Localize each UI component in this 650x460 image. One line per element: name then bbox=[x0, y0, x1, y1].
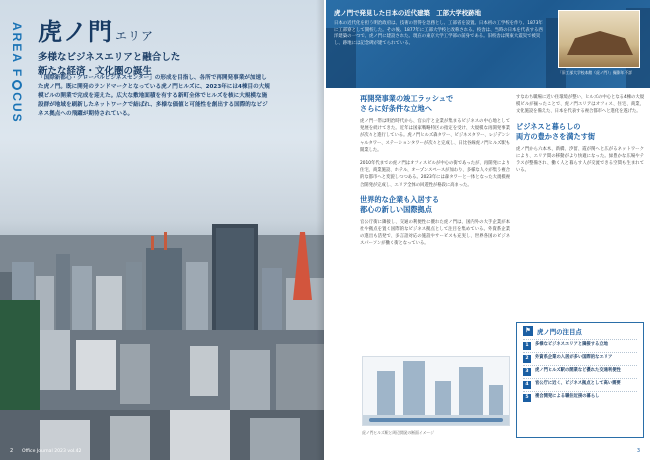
body-paragraph: 虎ノ門一帯は明治時代から、官公庁と企業が集まるビジネスの中心地として発展を続けてきた。近年は国家戦略特区の指定を受け、大規模な再開発事業が次々と進行している。虎ノ門ヒルズ森タワー、ビジネスタワー、レジデンシャルタワー、ステーションタワーが次々と完成し、日比谷線虎ノ門ヒルズ駅も開業した。 bbox=[360, 119, 510, 153]
folio-left: Office Journal 2023 vol.42 bbox=[22, 449, 82, 454]
column-left bbox=[360, 94, 510, 254]
title-text: 虎ノ門 bbox=[38, 17, 113, 46]
flag-icon: ⚑ bbox=[523, 326, 533, 336]
historic-roof-shape bbox=[567, 31, 633, 55]
area-focus-text: AREA F bbox=[10, 22, 24, 79]
subtitle-line-1: 多様なビジネスエリアと融合した bbox=[38, 52, 181, 63]
body-paragraph: 官公庁街に隣接し、交通の利便性に優れた虎ノ門は、国内外の大手企業が本社や拠点を置く国際的なビジネス拠点として注目を集めている。外資系企業の進出も活発で、多言語対応の施設やサービスも充実し、世界各国のビジネスパーソンが働く街となっている。 bbox=[360, 219, 510, 247]
column-right bbox=[516, 94, 644, 180]
diagram-building bbox=[403, 361, 425, 415]
page-number-right: 3 bbox=[636, 448, 640, 454]
title-suffix: エリア bbox=[115, 29, 155, 43]
focus-item bbox=[523, 365, 637, 378]
diagram-rail-track bbox=[369, 418, 503, 422]
focus-item-text: 多様なビジネスエリアと隣接する立地 bbox=[535, 342, 608, 347]
page-title bbox=[38, 12, 268, 47]
heading-line: 両方の豊かさを満たす街 bbox=[516, 131, 596, 141]
focus-points-box bbox=[516, 322, 644, 438]
spine-shadow bbox=[316, 0, 324, 460]
diagram-building bbox=[489, 385, 503, 415]
focus-item-text: 外資系企業の入居が多い国際的なエリア bbox=[535, 355, 613, 360]
diagram-building bbox=[459, 367, 483, 415]
history-title: 虎ノ門で発見した日本の近代建築 工部大学校跡地 bbox=[334, 9, 481, 17]
station-diagram bbox=[362, 356, 510, 426]
area-focus-label bbox=[2, 22, 24, 142]
focus-number: 3 bbox=[523, 368, 531, 376]
area-focus-text-end: CUS bbox=[10, 92, 24, 124]
focus-number: 5 bbox=[523, 394, 531, 402]
body-paragraph: 2010年代までの虎ノ門はオフィスビルが中心の街であったが、再開発により住宅、商業施設、ホテル、オープンスペースが加わり、多様な人々が集う複合的な都市へと変貌しつつある。2023年には森タワーと一体となった大規模複合開発が完成し、エリア全体の回遊性が格段に高まった。 bbox=[360, 161, 510, 188]
diagram-caption: 虎ノ門ヒルズ駅と周辺開発の断面イメージ bbox=[362, 430, 434, 435]
focus-number: 2 bbox=[523, 355, 531, 363]
focus-item-text: 虎ノ門ヒルズ駅の開業など優れた交通利便性 bbox=[535, 368, 621, 373]
focus-item bbox=[523, 339, 637, 352]
heading-line: 再開発事業の竣工ラッシュで bbox=[360, 94, 454, 103]
focus-item bbox=[523, 378, 637, 391]
focus-list bbox=[517, 339, 643, 404]
focus-item bbox=[523, 391, 637, 404]
body-paragraph: 虎ノ門から六本木、新橋、汐留、霞が関へと広がるネットワークにより、エリア間の移動がより快適になった。緑豊かな広場やテラスが整備され、働く人と暮らす人が交流できる空間も生まれている。 bbox=[516, 146, 644, 174]
focus-item-text: 官公庁に近く、ビジネス拠点として高い需要 bbox=[535, 381, 621, 386]
history-band bbox=[326, 0, 650, 88]
focus-number: 4 bbox=[523, 381, 531, 389]
body-paragraph: すなわち職場に近い住環境が整い、ヒルズの中心となる4棟の大規模ビルが揃ったことで、虎ノ門エリアはオフィス、住宅、商業、文化施設を備えた、日本を代表する複合都市へと進化を遂げた。 bbox=[516, 95, 644, 115]
subtitle-line-2: 新たな経済・文化圏の誕生 bbox=[38, 66, 153, 77]
history-infobox bbox=[334, 8, 544, 88]
heading-line: 都心の新しい国際拠点 bbox=[360, 204, 432, 214]
right-page bbox=[326, 0, 650, 460]
heading-line: ビジネスと暮らしの bbox=[516, 121, 581, 131]
photo-caption: 「旧工部大学校本館（虎ノ門）」撮影年不詳 bbox=[558, 70, 633, 75]
left-page bbox=[0, 0, 324, 460]
focus-box-title: 虎ノ門の注目点 bbox=[537, 327, 582, 336]
article-body bbox=[326, 88, 650, 460]
page-number-left: 2 bbox=[10, 448, 14, 454]
diagram-building bbox=[377, 371, 395, 415]
section-heading-lifestyle bbox=[516, 122, 644, 142]
section-heading-international bbox=[360, 195, 510, 215]
intro-text: 「国際新都心・グローバルビジネスセンター」の形成を目指し、各所で再開発事業が加速した虎ノ門。既に開発のランドマークとなっている虎ノ門ヒルズに、2023年には4棟目の大規模ビルの開業で完成を迎えた。広大な敷地面積を有する新町全体でヒルズを核に大規模な施設群が地域を刷新したネットワークで結ばれ、多様な価値と可能性を創出する国際的なビジネス拠点への飛躍が期待されている。 bbox=[38, 75, 270, 117]
focus-number: 1 bbox=[523, 342, 531, 350]
focus-item-text: 複合開発による職住近接の暮らし bbox=[535, 394, 600, 399]
focus-o-icon bbox=[12, 80, 22, 90]
heading-line: 世界的な企業も入居する bbox=[360, 194, 440, 204]
historic-building-photo bbox=[558, 10, 640, 68]
history-text: 日本の近代化を担う明治政府は、技術の習得を急務とし、工部省を設置。日本初の工学校を作り、1873年に工部寮として開校した。その後、1877年に工部大学校と改称される。校舎は、当時の日本を代表する西洋建築の一つで、虎ノ門に建設された。現在の東京大学工学部の前身である。旧校舎は関東大震災で被災し、跡地には記念碑が建てられている。 bbox=[334, 21, 543, 46]
section-heading-redevelopment bbox=[360, 94, 510, 114]
focus-item bbox=[523, 352, 637, 365]
heading-line: さらに好条件な立地へ bbox=[360, 104, 432, 113]
focus-box-header bbox=[517, 323, 643, 339]
diagram-building bbox=[435, 381, 451, 415]
title-block bbox=[38, 12, 268, 79]
